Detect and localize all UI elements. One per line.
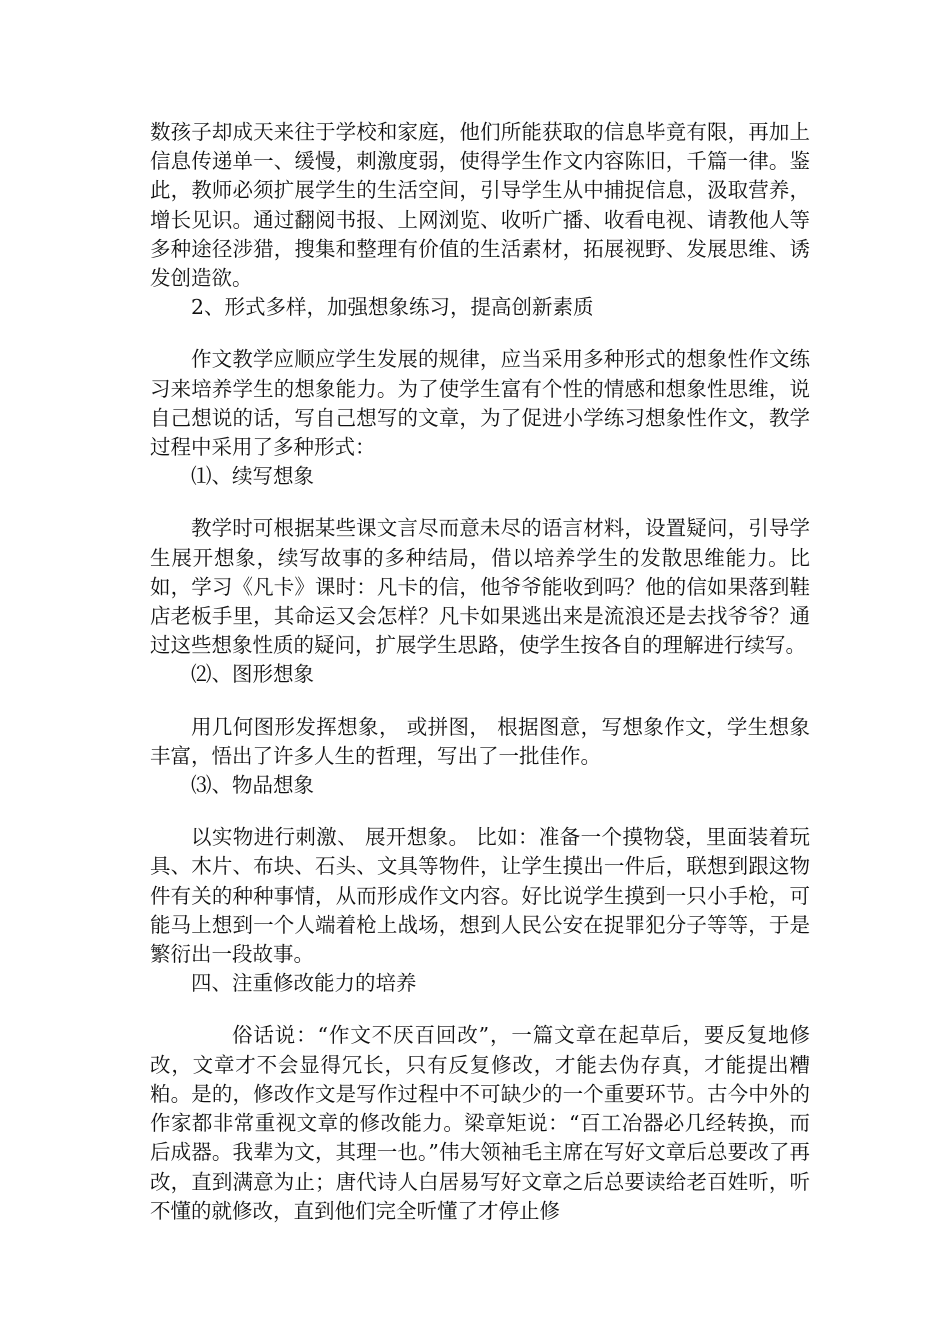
heading-imagination-practice: 2、形式多样，加强想象练习，提高创新素质 (191, 295, 594, 320)
paragraph-object-imagination: 以实物进行刺激、 展开想象。 比如：准备一个摸物袋，里面装着玩具、木片、布块、石头、文具等物件，让学生摸出一件后，联想到跟这物件有关的种种事情，从而形成作文内容。好比说学生摸到一只小手枪，可能马上想到一个人端着枪上战场，想到人民公安在捉罪犯分子等等，于是繁衍出一段故事。 (150, 825, 810, 967)
paragraph-continuation-imagination: 教学时可根据某些课文言尽而意未尽的语言材料，设置疑问，引导学生展开想象，续写故事的多种结局，借以培养学生的发散思维能力。比如，学习《凡卡》课时：凡卡的信，他爷爷能收到吗？他的信如果落到鞋店老板手里，其命运又会怎样？凡卡如果逃出来是流浪还是去找爷爷？通过这些想象性质的疑问，扩展学生思路，使学生按各自的理解进行续写。 (150, 516, 810, 658)
paragraph-revision-ability: 俗话说：“作文不厌百回改”，一篇文章在起草后，要反复地修改，文章才不会显得冗长，只有反复修改，才能去伪存真，才能提出糟粕。是的，修改作文是写作过程中不可缺少的一个重要环节。古今中外的作家都非常重视文章的修改能力。梁章矩说：“百工冶器必几经转换，而后成器。我辈为文，其理一也。”伟大领袖毛主席在写好文章后总要改了再改，直到满意为止；唐代诗人白居易写好文章之后总要读给老百姓听，听不懂的就修改，直到他们完全听懂了才停止修 (150, 1023, 810, 1223)
heading-continuation-imagination: ⑴、续写想象 (191, 464, 314, 489)
paragraph-graphic-imagination: 用几何图形发挥想象， 或拼图， 根据图意，写想象作文，学生想象丰富，悟出了许多人生的哲理，写出了一批佳作。 (150, 714, 810, 768)
document-page (150, 118, 810, 1226)
heading-graphic-imagination: ⑵、图形想象 (191, 662, 314, 687)
heading-revision-ability: 四、注重修改能力的培养 (191, 971, 417, 996)
heading-object-imagination: ⑶、物品想象 (191, 773, 314, 798)
paragraph-imagination-forms: 作文教学应顺应学生发展的规律，应当采用多种形式的想象性作文练习来培养学生的想象能力。为了使学生富有个性的情感和想象性思维，说自己想说的话，写自己想写的文章，为了促进小学练习想象性作文，教学过程中采用了多种形式： (150, 347, 810, 460)
paragraph-life-materials: 数孩子却成天来往于学校和家庭，他们所能获取的信息毕竟有限，再加上信息传递单一、缓慢，刺激度弱，使得学生作文内容陈旧，千篇一律。鉴此，教师必须扩展学生的生活空间，引导学生从中捕捉信息，汲取营养，增长见识。通过翻阅书报、上网浏览、收听广播、收看电视、请教他人等多种途径涉猎，搜集和整理有价值的生活素材，拓展视野、发展思维、诱发创造欲。 (150, 120, 810, 291)
